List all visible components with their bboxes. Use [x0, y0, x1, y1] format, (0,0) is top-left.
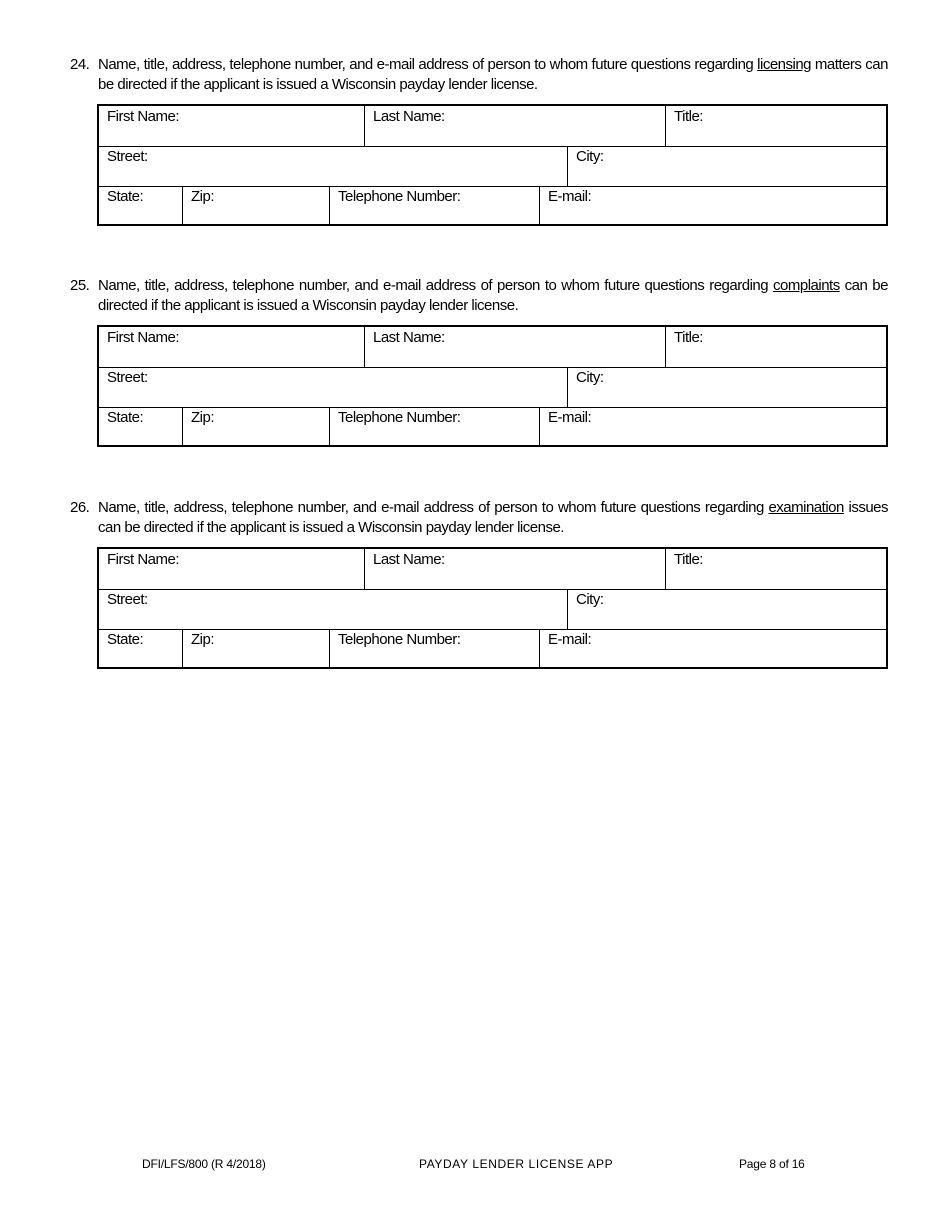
state-field[interactable]: State: [107, 409, 144, 426]
last-name-field[interactable]: Last Name: [364, 549, 665, 589]
last-name-field[interactable]: Last Name: [364, 327, 665, 367]
title-field[interactable]: Title: [665, 549, 886, 589]
question-text: Name, title, address, telephone number, and e-mail address of person to whom future questions regarding complaints can be directed if the applicant is issued a Wisconsin payday lender license. [98, 277, 888, 314]
first-name-field[interactable]: First Name: [107, 108, 180, 125]
underlined-term: licensing [757, 56, 812, 73]
question-number: 24. [70, 56, 90, 73]
footer-form-title: PAYDAY LENDER LICENSE APP [419, 1157, 614, 1171]
footer-form-id: DFI/LFS/800 (R 4/2018) [142, 1157, 266, 1171]
title-field[interactable]: Title: [665, 327, 886, 367]
telephone-field[interactable]: Telephone Number: [329, 629, 539, 669]
contact-table-26 [97, 547, 888, 669]
state-field[interactable]: State: [107, 631, 144, 648]
zip-field[interactable]: Zip: [182, 629, 329, 669]
city-field[interactable]: City: [567, 589, 886, 629]
first-name-field[interactable]: First Name: [107, 329, 180, 346]
telephone-field[interactable]: Telephone Number: [329, 186, 539, 226]
street-field[interactable]: Street: [107, 148, 148, 165]
underlined-term: examination [768, 499, 844, 516]
question-text: Name, title, address, telephone number, and e-mail address of person to whom future questions regarding licensing matters can be directed if the applicant is issued a Wisconsin payday lender license. [98, 56, 888, 93]
street-field[interactable]: Street: [107, 369, 148, 386]
city-field[interactable]: City: [567, 146, 886, 186]
email-field[interactable]: E-mail: [539, 629, 886, 669]
first-name-field[interactable]: First Name: [107, 551, 180, 568]
city-field[interactable]: City: [567, 367, 886, 407]
email-field[interactable]: E-mail: [539, 186, 886, 226]
question-26 [70, 498, 888, 538]
contact-table-24 [97, 104, 888, 226]
zip-field[interactable]: Zip: [182, 186, 329, 226]
underlined-term: complaints [773, 277, 840, 294]
zip-field[interactable]: Zip: [182, 407, 329, 447]
email-field[interactable]: E-mail: [539, 407, 886, 447]
last-name-field[interactable]: Last Name: [364, 106, 665, 146]
question-number: 25. [70, 277, 90, 294]
state-field[interactable]: State: [107, 188, 144, 205]
telephone-field[interactable]: Telephone Number: [329, 407, 539, 447]
question-number: 26. [70, 499, 90, 516]
question-25 [70, 276, 888, 316]
footer-page-number: Page 8 of 16 [739, 1157, 805, 1171]
street-field[interactable]: Street: [107, 591, 148, 608]
question-24 [70, 55, 888, 95]
title-field[interactable]: Title: [665, 106, 886, 146]
question-text: Name, title, address, telephone number, and e-mail address of person to whom future questions regarding examination issues can be directed if the applicant is issued a Wisconsin payday lender license. [98, 499, 888, 536]
contact-table-25 [97, 325, 888, 447]
